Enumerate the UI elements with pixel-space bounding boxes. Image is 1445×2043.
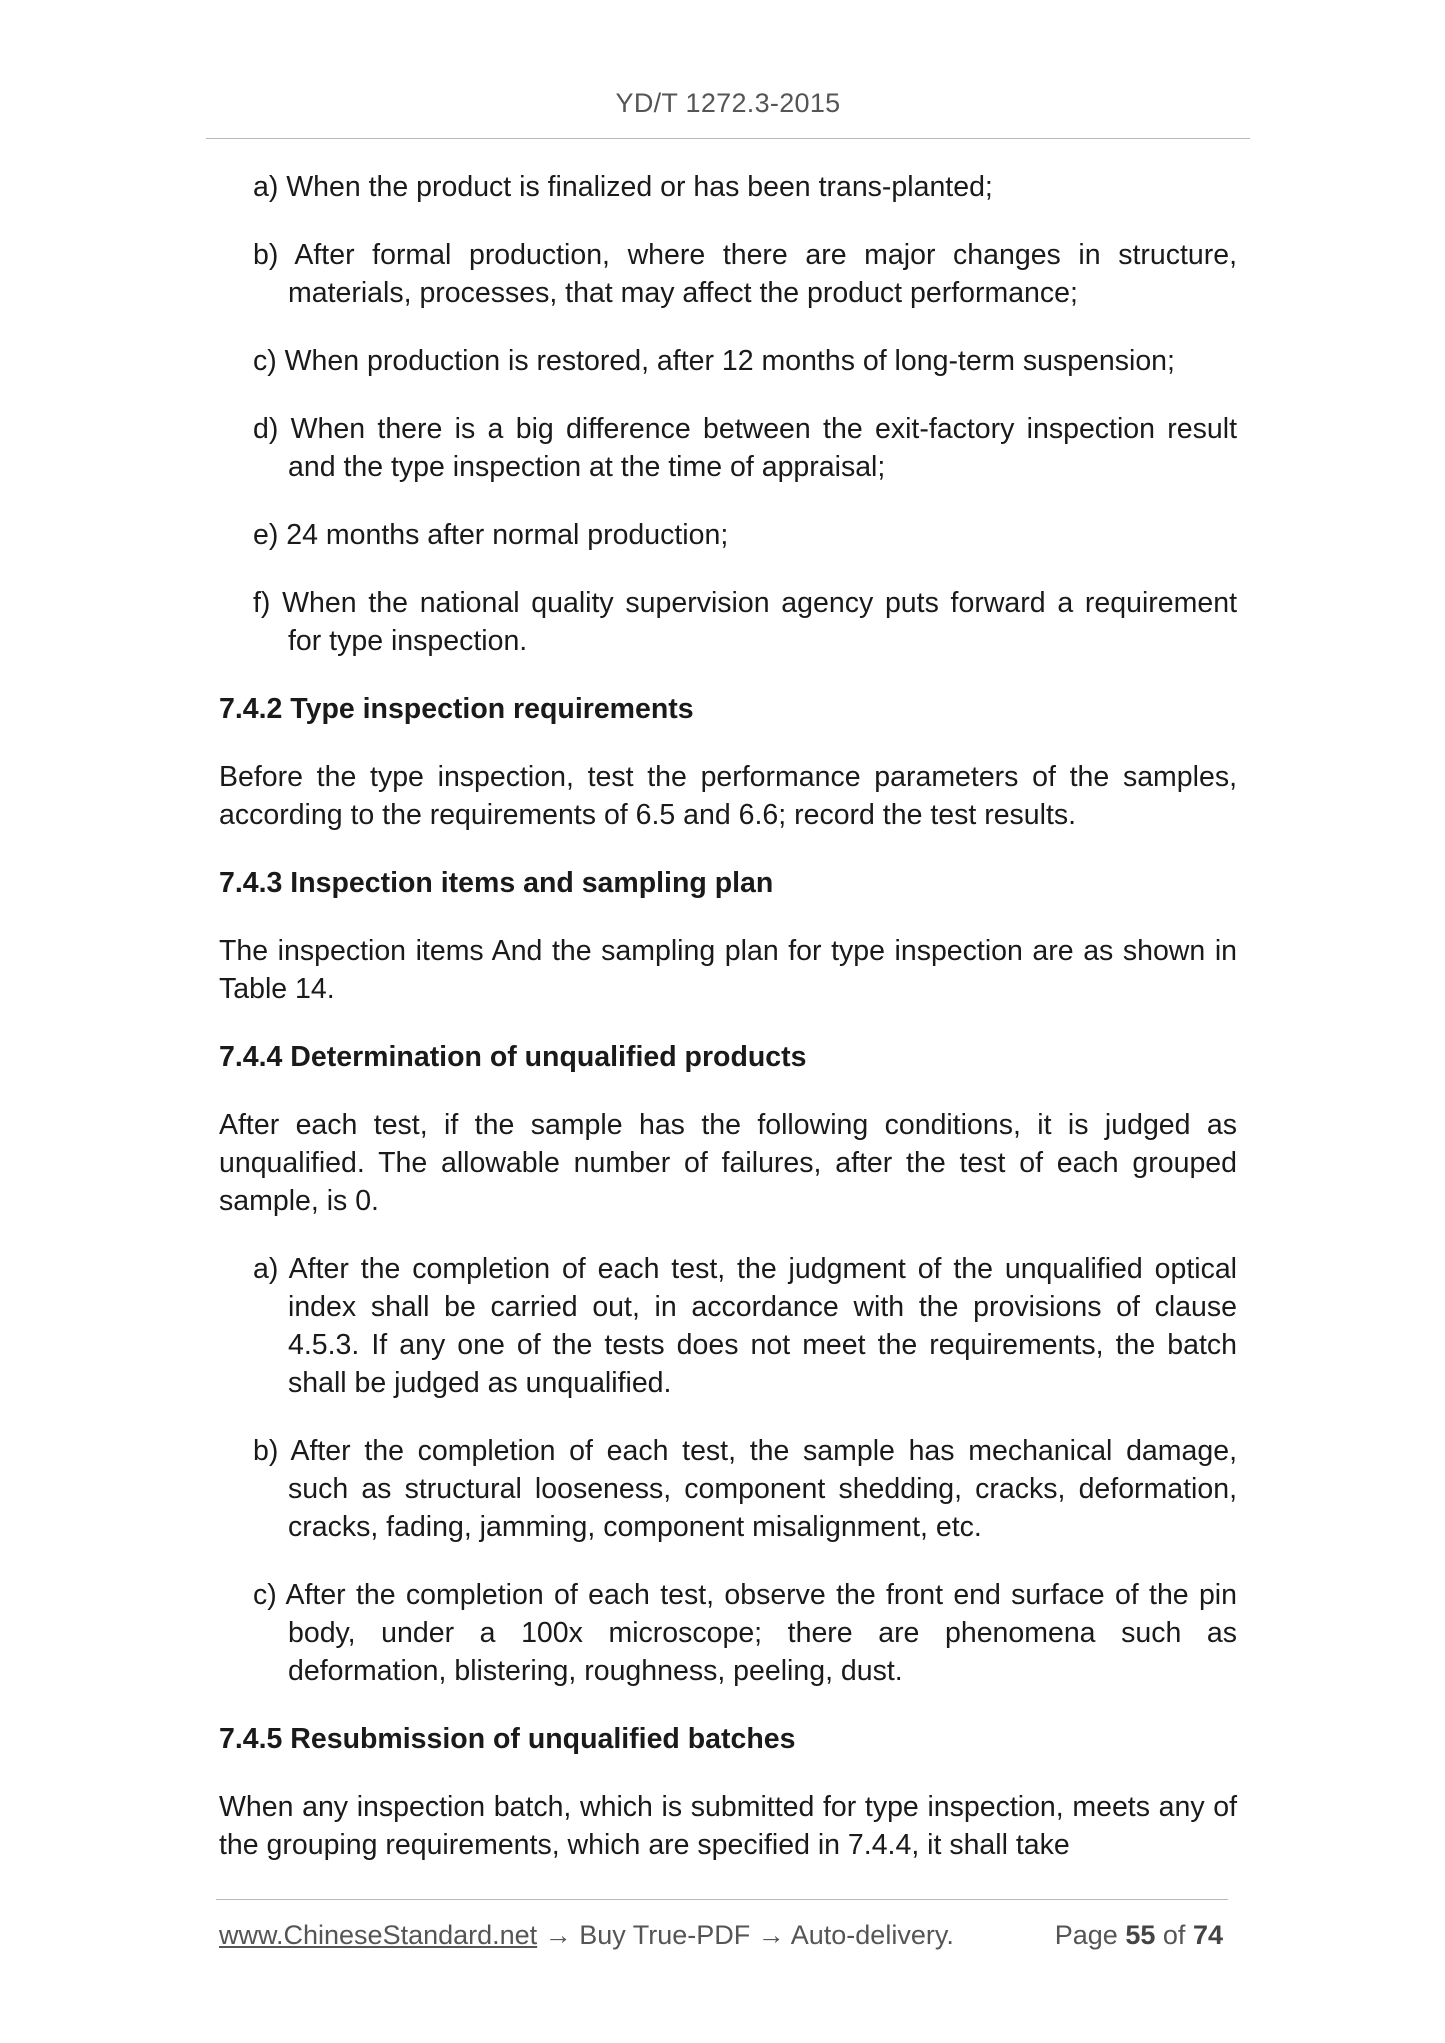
header-divider [206,138,1250,139]
website-link[interactable]: www.ChineseStandard.net [219,1920,538,1950]
page-current: 55 [1125,1920,1156,1950]
page-footer [219,1920,1223,1951]
list-item: c) When production is restored, after 12 months of long-term suspension; [253,345,1175,377]
list-item: c) After the completion of each test, observe the front end surface of the pin body, under a 100x microscope; there are phenomena such as deformation, blistering, roughness, peeling, dust. [253,1579,1237,1687]
section-text-7-4-4: After each test, if the sample has the following conditions, it is judged as unqualified. The allowable number of failures, after the test of each grouped sample, is 0. [219,1109,1237,1217]
section-text-7-4-3: The inspection items And the sampling plan for type inspection are as shown in Table 14. [219,935,1237,1005]
list-item: b) After formal production, where there are major changes in structure, materials, processes, that may affect the product performance; [253,239,1237,309]
section-heading-7-4-2: 7.4.2 Type inspection requirements [219,693,694,725]
footer-divider [216,1899,1228,1900]
list-item: a) After the completion of each test, the judgment of the unqualified optical index shall be carried out, in accordance with the provisions of clause 4.5.3. If any one of the tests does not meet the requirements, the batch shall be judged as unqualified. [253,1253,1237,1399]
section-heading-7-4-4: 7.4.4 Determination of unqualified products [219,1041,807,1073]
list-item: f) When the national quality supervision agency puts forward a requirement for type inspection. [253,587,1237,657]
page-number [1055,1920,1223,1951]
list-item: d) When there is a big difference between the exit-factory inspection result and the type inspection at the time of appraisal; [253,413,1237,483]
page-of-label: of [1162,1920,1186,1950]
footer-tagline: → Buy True-PDF → Auto-delivery. [544,1920,954,1950]
list-item: b) After the completion of each test, the sample has mechanical damage, such as structural looseness, component shedding, cracks, deformation, cracks, fading, jamming, component misalignment, etc. [253,1435,1237,1543]
section-text-7-4-5: When any inspection batch, which is submitted for type inspection, meets any of the grouping requirements, which are specified in 7.4.4, it shall take [219,1791,1237,1861]
list-item: a) When the product is finalized or has been trans-planted; [253,171,993,203]
page-content [219,168,1237,1894]
section-text-7-4-2: Before the type inspection, test the performance parameters of the samples, according to the requirements of 6.5 and 6.6; record the test results. [219,761,1237,831]
page-total: 74 [1192,1920,1223,1950]
section-heading-7-4-3: 7.4.3 Inspection items and sampling plan [219,867,774,899]
section-heading-7-4-5: 7.4.5 Resubmission of unqualified batches [219,1723,796,1755]
document-id-header: YD/T 1272.3-2015 [615,88,841,118]
list-item: e) 24 months after normal production; [253,519,729,551]
page-label: Page [1054,1920,1118,1950]
